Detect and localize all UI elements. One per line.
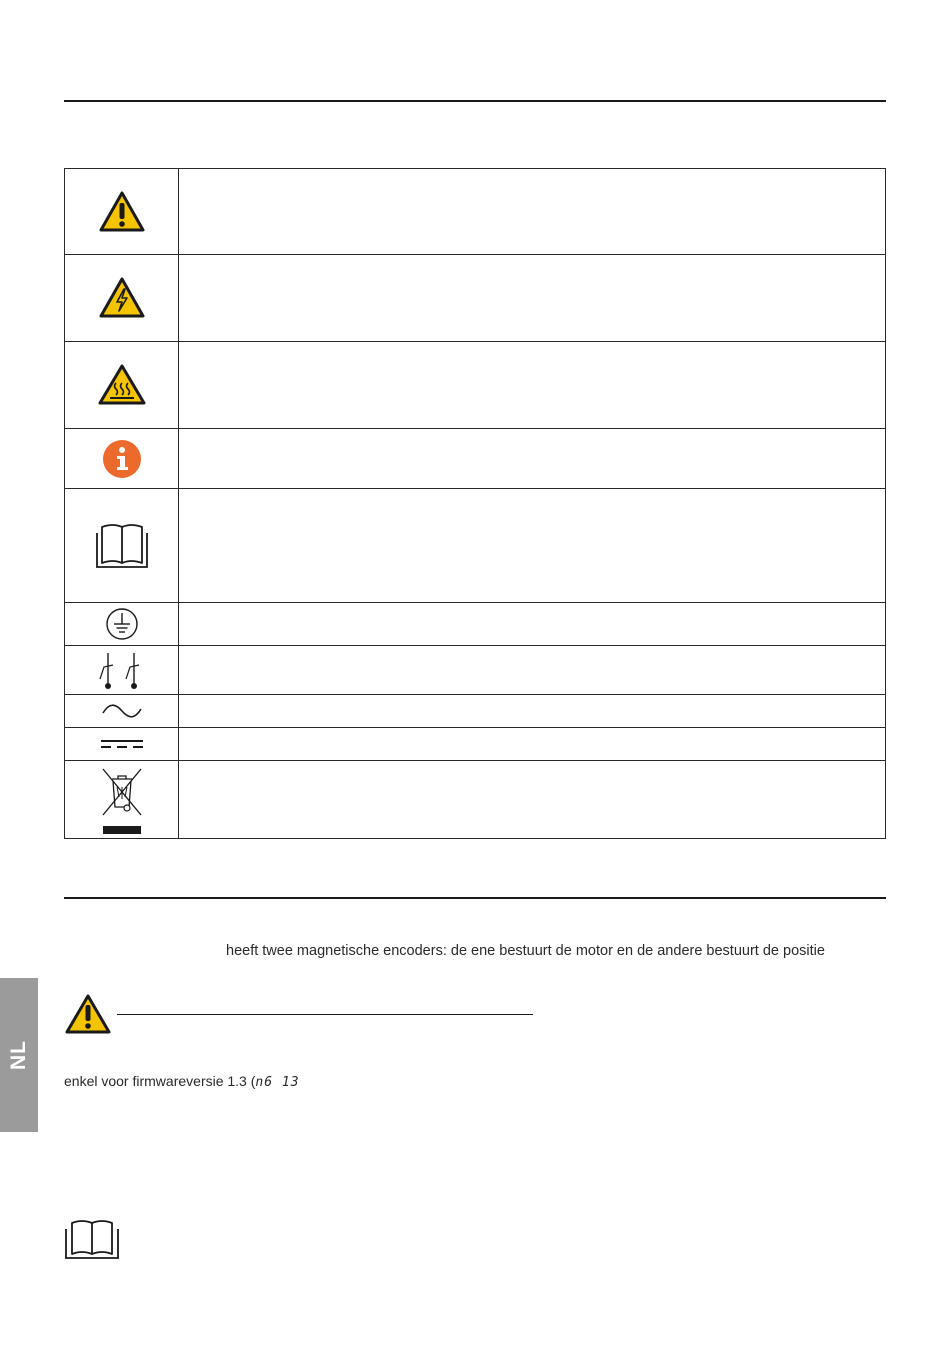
hot-surface-icon [97, 363, 147, 407]
icon-cell [65, 429, 179, 489]
alternating-current-icon [101, 703, 143, 719]
electric-hazard-icon [98, 276, 146, 320]
table-row [65, 342, 886, 429]
icon-cell [65, 169, 179, 255]
thermal-protection-icon [96, 649, 148, 691]
icon-cell [65, 761, 179, 839]
general-warning-icon [64, 993, 112, 1035]
icon-cell [65, 489, 179, 603]
row-description [179, 728, 886, 761]
table-row [65, 169, 886, 255]
ground-earth-icon [105, 607, 139, 641]
table-row [65, 728, 886, 761]
row-description [179, 646, 886, 695]
icon-cell [65, 342, 179, 429]
table-row [65, 603, 886, 646]
row-description [179, 603, 886, 646]
manual-book-icon [64, 1220, 120, 1260]
language-tab [0, 978, 38, 1132]
firmware-display-code: n6 13 [255, 1075, 300, 1090]
table-row [65, 761, 886, 839]
top-rule [64, 100, 886, 102]
row-description [179, 255, 886, 342]
icon-cell [65, 255, 179, 342]
warning-underline [117, 1014, 533, 1015]
icon-cell [65, 695, 179, 728]
general-warning-icon [98, 190, 146, 234]
weee-disposal-icon [99, 765, 145, 835]
row-description [179, 489, 886, 603]
intro-paragraph: heeft twee magnetische encoders: de ene bestuurt de motor en de andere bestuurt de positie [226, 943, 825, 959]
icon-cell [65, 728, 179, 761]
icon-cell [65, 603, 179, 646]
row-description [179, 169, 886, 255]
icon-cell [65, 646, 179, 695]
row-description [179, 342, 886, 429]
language-tab-label: NL [7, 1040, 30, 1070]
table-row [65, 646, 886, 695]
section-rule [64, 897, 886, 899]
table-row [65, 489, 886, 603]
row-description [179, 429, 886, 489]
row-description [179, 695, 886, 728]
firmware-note [64, 1073, 300, 1090]
firmware-note-text: enkel voor firmwareversie 1.3 ( [64, 1073, 256, 1089]
symbols-table [64, 168, 886, 839]
table-row [65, 695, 886, 728]
row-description [179, 761, 886, 839]
info-icon [102, 439, 142, 479]
manual-book-icon [93, 523, 151, 569]
direct-current-icon [100, 738, 144, 750]
table-row [65, 255, 886, 342]
table-row [65, 429, 886, 489]
